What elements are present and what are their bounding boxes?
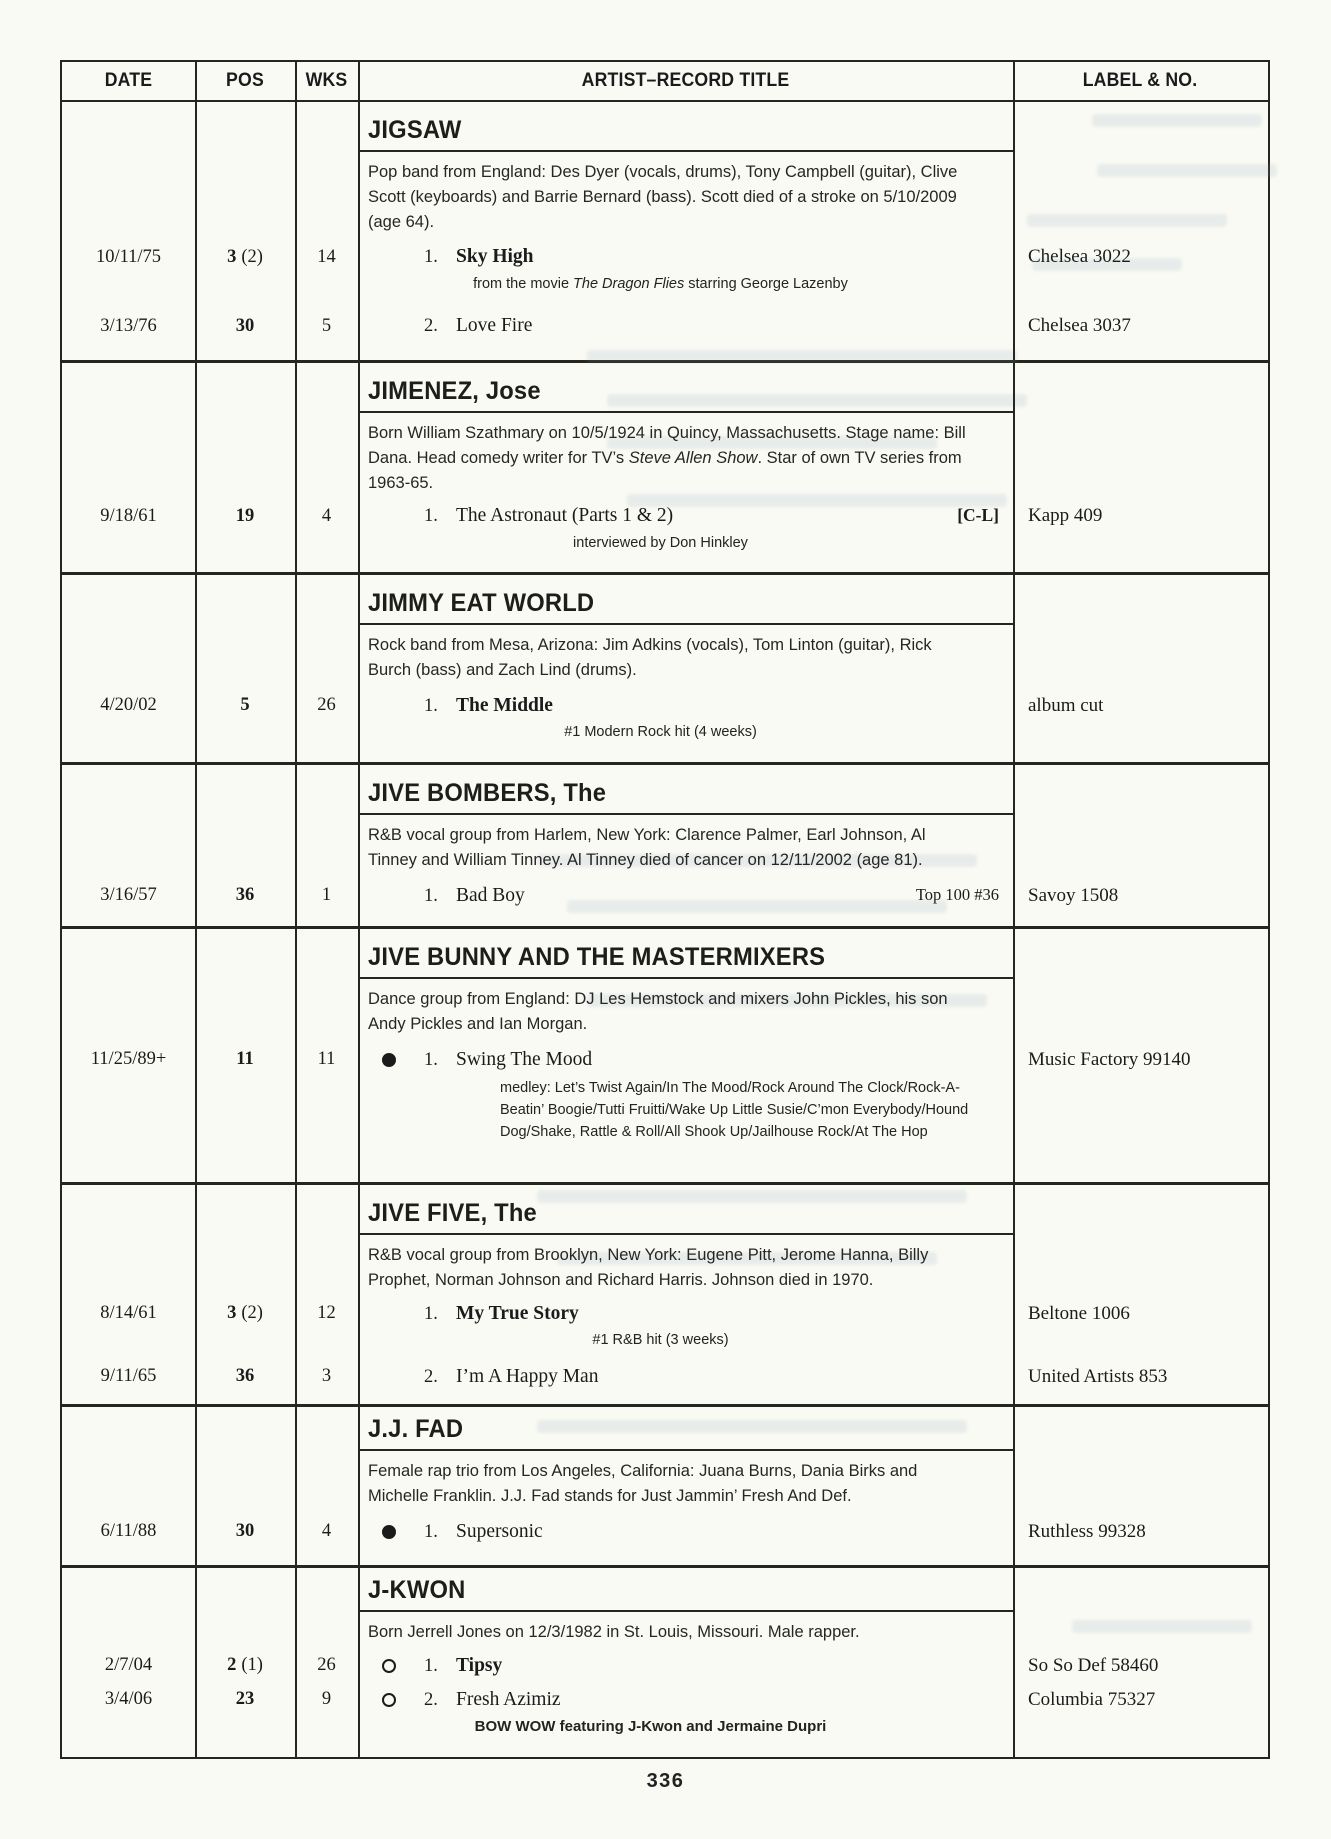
- label-number: Music Factory 99140: [1028, 1048, 1191, 1070]
- column-header-wks: WKS: [305, 70, 348, 91]
- peak-position: 23: [235, 1689, 255, 1710]
- table-header-row: [62, 62, 1268, 102]
- comedy-live-tag: [C-L]: [957, 505, 999, 526]
- column-divider: [1013, 1568, 1015, 1757]
- song-number: 2.: [424, 1366, 438, 1387]
- weeks-charted: 26: [317, 695, 336, 715]
- entry-row: [62, 1517, 1268, 1547]
- artist-bio: Born Jerrell Jones on 12/3/1982 in St. Louis, Missouri. Male rapper.: [368, 1623, 860, 1641]
- column-divider: [295, 1568, 297, 1757]
- artist-section-jimenez: [62, 360, 1268, 572]
- artist-section-j-kwon: [62, 1565, 1268, 1757]
- column-divider: [295, 102, 297, 360]
- column-divider: [1013, 1407, 1015, 1565]
- peak-position: 30: [235, 1521, 255, 1541]
- weeks-charted: 3: [321, 1366, 332, 1386]
- entry-row: [62, 1045, 1268, 1075]
- artist-name: JIMENEZ, Jose: [368, 377, 541, 405]
- weeks-charted: 11: [317, 1049, 336, 1069]
- entry-row: [62, 311, 1268, 341]
- artist-bio: Dance group from England: DJ Les Hemstock and mixers John Pickles, his son Andy Pickles and Ian Morgan.: [368, 990, 948, 1033]
- artist-name: JIGSAW: [368, 116, 462, 144]
- column-divider: [295, 1185, 297, 1404]
- column-divider: [1013, 765, 1015, 926]
- entry-date: 9/18/61: [100, 505, 157, 526]
- peak-position: 5: [240, 695, 250, 715]
- column-divider: [358, 765, 360, 926]
- weeks-charted: 14: [317, 246, 336, 267]
- peak-position: 3 (2): [227, 246, 263, 267]
- song-note: interviewed by Don Hinkley: [573, 534, 748, 551]
- artist-name: JIMMY EAT WORLD: [368, 589, 595, 617]
- song-title: The Astronaut (Parts 1 & 2): [456, 505, 674, 527]
- entry-date: 10/11/75: [95, 246, 162, 267]
- column-divider: [195, 1407, 197, 1565]
- song-note: from the movie The Dragon Flies starring George Lazenby: [473, 275, 848, 292]
- entry-row: [62, 1299, 1268, 1329]
- song-number: 1.: [424, 885, 438, 906]
- song-title: Bad Boy: [456, 884, 525, 906]
- artist-section-jive-five: [62, 1182, 1268, 1404]
- artist-bio: R&B vocal group from Brooklyn, New York: Eugene Pitt, Jerome Hanna, Billy Prophet, Norman Johnson and Richard Harris. Johnson died in 1970.: [368, 1246, 929, 1289]
- song-title: Fresh Azimiz: [456, 1688, 561, 1710]
- column-divider: [195, 363, 197, 572]
- column-divider: [195, 1568, 197, 1757]
- song-title: I’m A Happy Man: [456, 1365, 599, 1387]
- column-divider: [358, 62, 360, 100]
- label-number: Ruthless 99328: [1028, 1520, 1146, 1542]
- entry-date: 3/4/06: [104, 1689, 153, 1710]
- song-title: My True Story: [456, 1302, 579, 1324]
- artist-section-jj-fad: [62, 1404, 1268, 1565]
- platinum-record-icon: [382, 1693, 396, 1707]
- song-title: The Middle: [456, 694, 553, 716]
- column-divider: [195, 765, 197, 926]
- column-divider: [358, 575, 360, 762]
- column-divider: [358, 102, 360, 360]
- artist-name: JIVE BUNNY AND THE MASTERMIXERS: [368, 943, 826, 971]
- entry-row: [62, 881, 1268, 911]
- song-title: Sky High: [456, 246, 534, 268]
- peak-position: 36: [235, 1366, 255, 1386]
- entry-row: [62, 691, 1268, 721]
- column-divider: [195, 929, 197, 1182]
- print-bleed-artifact: [587, 350, 1017, 363]
- column-divider: [295, 363, 297, 572]
- top100-tag: Top 100 #36: [915, 884, 999, 904]
- song-number: 1.: [424, 506, 438, 527]
- artist-name: JIVE FIVE, The: [368, 1199, 537, 1227]
- column-divider: [358, 1407, 360, 1565]
- song-number: 1.: [424, 1655, 438, 1676]
- entry-row: [62, 242, 1268, 272]
- featuring-credit-note: BOW WOW featuring J-Kwon and Jermaine Dupri: [474, 1717, 827, 1735]
- column-divider: [295, 929, 297, 1182]
- entry-row: [62, 501, 1268, 531]
- song-number: 1.: [424, 1521, 438, 1542]
- platinum-record-icon: [382, 1659, 396, 1673]
- label-number: So So Def 58460: [1028, 1654, 1159, 1676]
- column-header-title: ARTIST–RECORD TITLE: [581, 70, 790, 91]
- song-number: 2.: [424, 316, 438, 337]
- artist-section-jigsaw: [62, 102, 1268, 360]
- label-number: Columbia 75327: [1028, 1688, 1156, 1710]
- song-note: #1 Modern Rock hit (4 weeks): [564, 723, 757, 740]
- column-divider: [295, 1407, 297, 1565]
- weeks-charted: 12: [317, 1303, 336, 1323]
- column-divider: [1013, 1185, 1015, 1404]
- column-header-label: LABEL & NO.: [1082, 70, 1198, 91]
- artist-section-jive-bunny: [62, 926, 1268, 1182]
- song-number: 1.: [424, 695, 438, 716]
- entry-date: 11/25/89+: [90, 1049, 167, 1069]
- weeks-charted: 5: [321, 315, 332, 336]
- column-divider: [195, 102, 197, 360]
- column-divider: [1013, 575, 1015, 762]
- entry-date: 4/20/02: [100, 695, 157, 715]
- entry-date: 6/11/88: [100, 1521, 157, 1541]
- peak-position: 3 (2): [227, 1303, 263, 1323]
- artist-section-jimmy-eat-world: [62, 572, 1268, 762]
- song-title: Tipsy: [456, 1654, 503, 1676]
- label-number: Kapp 409: [1028, 505, 1103, 527]
- song-title: Love Fire: [456, 315, 533, 337]
- column-divider: [295, 575, 297, 762]
- gold-record-icon: [382, 1053, 396, 1067]
- column-divider: [1013, 929, 1015, 1182]
- song-number: 1.: [424, 1049, 438, 1070]
- page-number: 336: [646, 1770, 685, 1792]
- song-note-medley: medley: Let’s Twist Again/In The Mood/Rock Around The Clock/Rock-A-Beatin’ Boogie/Tutti Fruitti/Wake Up Little Susie/C’mon Everybody/Hound Dog/Shake, Rattle & Roll/All Shook Up/Jailhouse Rock/At The Hop: [500, 1079, 969, 1141]
- weeks-charted: 1: [321, 885, 332, 905]
- column-divider: [295, 62, 297, 100]
- entry-date: 8/14/61: [100, 1303, 157, 1323]
- column-divider: [1013, 363, 1015, 572]
- column-divider: [195, 575, 197, 762]
- entry-date: 2/7/04: [104, 1655, 153, 1676]
- artist-section-jive-bombers: [62, 762, 1268, 926]
- column-divider: [358, 1185, 360, 1404]
- label-number: Beltone 1006: [1028, 1302, 1130, 1324]
- chart-table: [60, 60, 1270, 1759]
- peak-position: 19: [235, 505, 255, 526]
- column-divider: [195, 1185, 197, 1404]
- column-divider: [358, 1568, 360, 1757]
- column-divider: [195, 62, 197, 100]
- column-divider: [358, 363, 360, 572]
- entry-row: [62, 1651, 1268, 1681]
- entry-row: [62, 1362, 1268, 1392]
- column-header-pos: POS: [226, 70, 264, 91]
- column-divider: [1013, 62, 1015, 100]
- weeks-charted: 9: [321, 1689, 332, 1710]
- artist-bio: Born William Szathmary on 10/5/1924 in Quincy, Massachusetts. Stage name: Bill Dana. Head comedy writer for TV’s Steve Allen Show. Star of own TV series from 1963-65.: [368, 424, 966, 492]
- song-title: Swing The Mood: [456, 1048, 593, 1070]
- weeks-charted: 4: [321, 505, 332, 526]
- entry-date: 3/13/76: [100, 315, 157, 336]
- label-number: Savoy 1508: [1028, 884, 1119, 906]
- peak-position: 11: [236, 1049, 254, 1069]
- entry-date: 3/16/57: [100, 885, 157, 905]
- artist-bio: Pop band from England: Des Dyer (vocals, drums), Tony Campbell (guitar), Clive Scott (keyboards) and Barrie Bernard (bass). Scott died of a stroke on 5/10/2009 (age 64).: [368, 163, 958, 231]
- column-header-date: DATE: [104, 70, 153, 91]
- column-divider: [1013, 102, 1015, 360]
- label-number: Chelsea 3037: [1028, 315, 1131, 337]
- column-divider: [358, 929, 360, 1182]
- artist-bio: Female rap trio from Los Angeles, California: Juana Burns, Dania Birks and Michelle Franklin. J.J. Fad stands for Just Jammin’ Fresh And Def.: [368, 1462, 918, 1505]
- song-title: Supersonic: [456, 1520, 543, 1542]
- artist-bio: Rock band from Mesa, Arizona: Jim Adkins (vocals), Tom Linton (guitar), Rick Burch (bass) and Zach Lind (drums).: [368, 636, 932, 679]
- label-number: United Artists 853: [1028, 1365, 1168, 1387]
- artist-name: JIVE BOMBERS, The: [368, 779, 607, 807]
- weeks-charted: 26: [317, 1655, 336, 1676]
- song-number: 1.: [424, 1303, 438, 1324]
- weeks-charted: 4: [321, 1521, 332, 1541]
- artist-bio: R&B vocal group from Harlem, New York: Clarence Palmer, Earl Johnson, Al Tinney and William Tinney. Al Tinney died of cancer on 12/11/2002 (age 81).: [368, 826, 926, 869]
- label-number: album cut: [1028, 694, 1104, 716]
- entry-row: [62, 1685, 1268, 1715]
- label-number: Chelsea 3022: [1028, 246, 1131, 268]
- gold-record-icon: [382, 1525, 396, 1539]
- peak-position: 36: [235, 885, 255, 905]
- entry-date: 9/11/65: [100, 1366, 157, 1386]
- artist-name: J.J. FAD: [368, 1415, 464, 1443]
- song-note: #1 R&B hit (3 weeks): [592, 1331, 729, 1348]
- column-divider: [295, 765, 297, 926]
- peak-position: 30: [235, 315, 255, 336]
- song-number: 1.: [424, 247, 438, 268]
- peak-position: 2 (1): [227, 1655, 263, 1676]
- song-number: 2.: [424, 1689, 438, 1710]
- artist-name: J-KWON: [368, 1576, 466, 1604]
